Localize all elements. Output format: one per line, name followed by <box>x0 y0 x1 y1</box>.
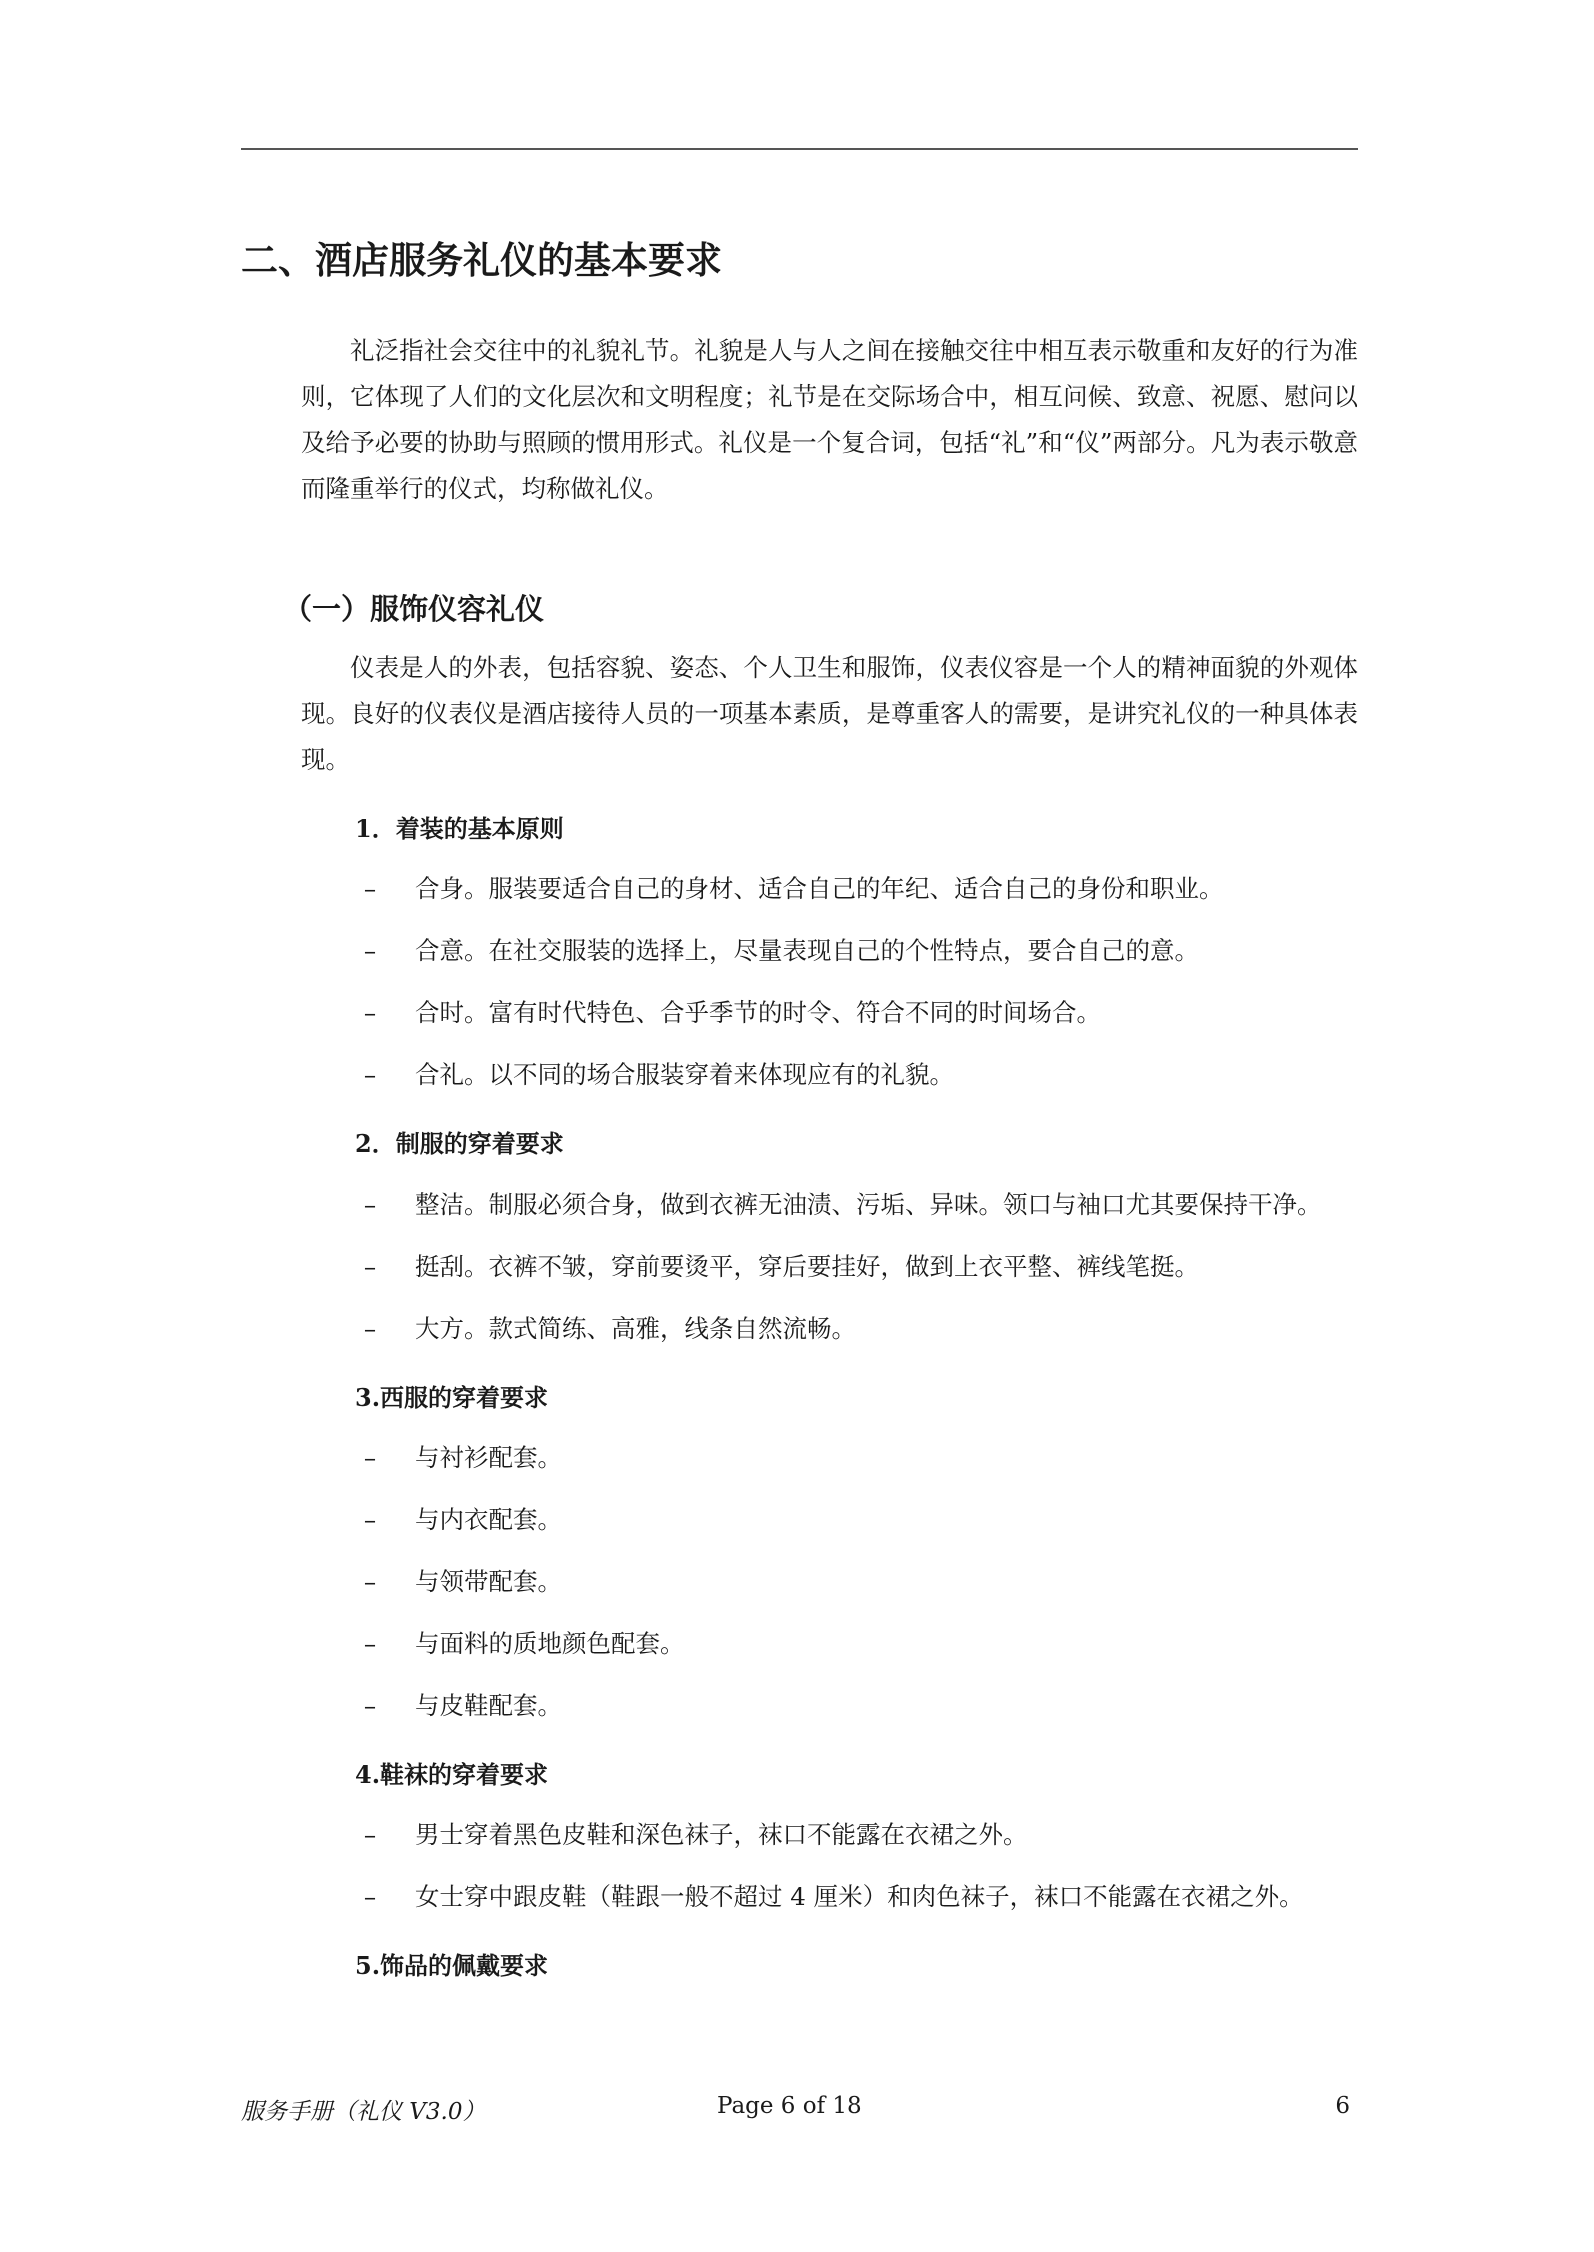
list-item <box>241 1683 1358 1729</box>
list-item <box>241 1306 1358 1352</box>
dash-bullet: – <box>363 1189 377 1219</box>
list-item-text: 女士穿中跟皮鞋（鞋跟一般不超过 4 厘米）和肉色袜子，袜口不能露在衣裙之外。 <box>415 1881 1304 1911</box>
group-3 <box>241 1382 1358 1729</box>
list-item <box>241 1497 1358 1543</box>
dash-bullet: – <box>363 1504 377 1534</box>
list-item <box>241 866 1358 912</box>
group-4 <box>241 1759 1358 1920</box>
list-item-text: 整洁。制服必须合身，做到衣裤无油渍、污垢、异味。领口与袖口尤其要保持干净。 <box>415 1189 1322 1219</box>
group-5 <box>241 1950 1358 1981</box>
list-item-text: 合身。服装要适合自己的身材、适合自己的年纪、适合自己的身份和职业。 <box>415 874 1224 904</box>
footer-document-title: 服务手册（礼仪 V3.0） <box>241 2099 486 2125</box>
dash-bullet: – <box>363 1628 377 1658</box>
group-2 <box>241 1128 1358 1351</box>
dash-bullet: – <box>363 1313 377 1343</box>
list-item <box>241 1874 1358 1920</box>
dash-bullet: – <box>363 998 377 1028</box>
list-item-text: 合时。富有时代特色、合乎季节的时令、符合不同的时间场合。 <box>415 998 1101 1028</box>
subsection-paragraph: 仪表是人的外表，包括容貌、姿态、个人卫生和服饰，仪表仪容是一个人的精神面貌的外观体现。良好的仪表仪是酒店接待人员的一项基本素质，是尊重客人的需要，是讲究礼仪的一种具体表现。 <box>301 653 1358 775</box>
list-item <box>241 1559 1358 1605</box>
group-heading: 4.鞋袜的穿着要求 <box>355 1759 549 1789</box>
bullet-list <box>241 1435 1358 1729</box>
list-item <box>241 1244 1358 1290</box>
list-item-text: 合意。在社交服装的选择上，尽量表现自己的个性特点，要合自己的意。 <box>415 936 1199 966</box>
intro-paragraph: 礼泛指社会交往中的礼貌礼节。礼貌是人与人之间在接触交往中相互表示敬重和友好的行为准则，它体现了人们的文化层次和文明程度；礼节是在交际场合中，相互问候、致意、祝愿、慰问以及给予必要的协助与照顾的惯用形式。礼仪是一个复合词，包括“礼”和“仪”两部分。凡为表示敬意而隆重举行的仪式，均称做礼仪。 <box>301 336 1358 504</box>
list-item-text: 挺刮。衣裤不皱，穿前要烫平，穿后要挂好，做到上衣平整、裤线笔挺。 <box>415 1251 1199 1281</box>
list-item-text: 与面料的质地颜色配套。 <box>415 1628 685 1658</box>
list-item <box>241 1052 1358 1098</box>
page-content <box>241 238 1358 2003</box>
bullet-list <box>241 1182 1358 1352</box>
list-item-text: 男士穿着黑色皮鞋和深色袜子，袜口不能露在衣裙之外。 <box>415 1819 1028 1849</box>
dash-bullet: – <box>363 1442 377 1472</box>
dash-bullet: – <box>363 1819 377 1849</box>
group-heading: 2．制服的穿着要求 <box>355 1129 564 1159</box>
header-rule <box>241 148 1358 150</box>
bullet-list <box>241 1812 1358 1920</box>
group-heading: 5.饰品的佩戴要求 <box>355 1950 549 1980</box>
footer-page-indicator: Page 6 of 18 <box>717 2093 862 2119</box>
list-item <box>241 1621 1358 1667</box>
dash-bullet: – <box>363 1881 377 1911</box>
page-footer <box>241 2093 1358 2133</box>
list-item <box>241 1812 1358 1858</box>
list-item-text: 与领带配套。 <box>415 1566 562 1596</box>
list-item <box>241 928 1358 974</box>
group-heading: 3.西服的穿着要求 <box>355 1382 549 1412</box>
subsection-title: （一）服饰仪容礼仪 <box>283 592 545 627</box>
dash-bullet: – <box>363 936 377 966</box>
bullet-list <box>241 866 1358 1098</box>
list-item-text: 与内衣配套。 <box>415 1504 562 1534</box>
section-title: 二、酒店服务礼仪的基本要求 <box>241 238 722 282</box>
dash-bullet: – <box>363 1690 377 1720</box>
footer-page-number: 6 <box>1335 2093 1350 2119</box>
list-item-text: 大方。款式简练、高雅，线条自然流畅。 <box>415 1313 856 1343</box>
group-1 <box>241 813 1358 1098</box>
list-item-text: 与皮鞋配套。 <box>415 1690 562 1720</box>
list-item <box>241 1435 1358 1481</box>
dash-bullet: – <box>363 1566 377 1596</box>
list-item-text: 与衬衫配套。 <box>415 1442 562 1472</box>
dash-bullet: – <box>363 1060 377 1090</box>
list-item-text: 合礼。以不同的场合服装穿着来体现应有的礼貌。 <box>415 1060 954 1090</box>
dash-bullet: – <box>363 1251 377 1281</box>
list-item <box>241 1182 1358 1228</box>
list-item <box>241 990 1358 1036</box>
group-heading: 1．着装的基本原则 <box>355 814 564 844</box>
dash-bullet: – <box>363 874 377 904</box>
